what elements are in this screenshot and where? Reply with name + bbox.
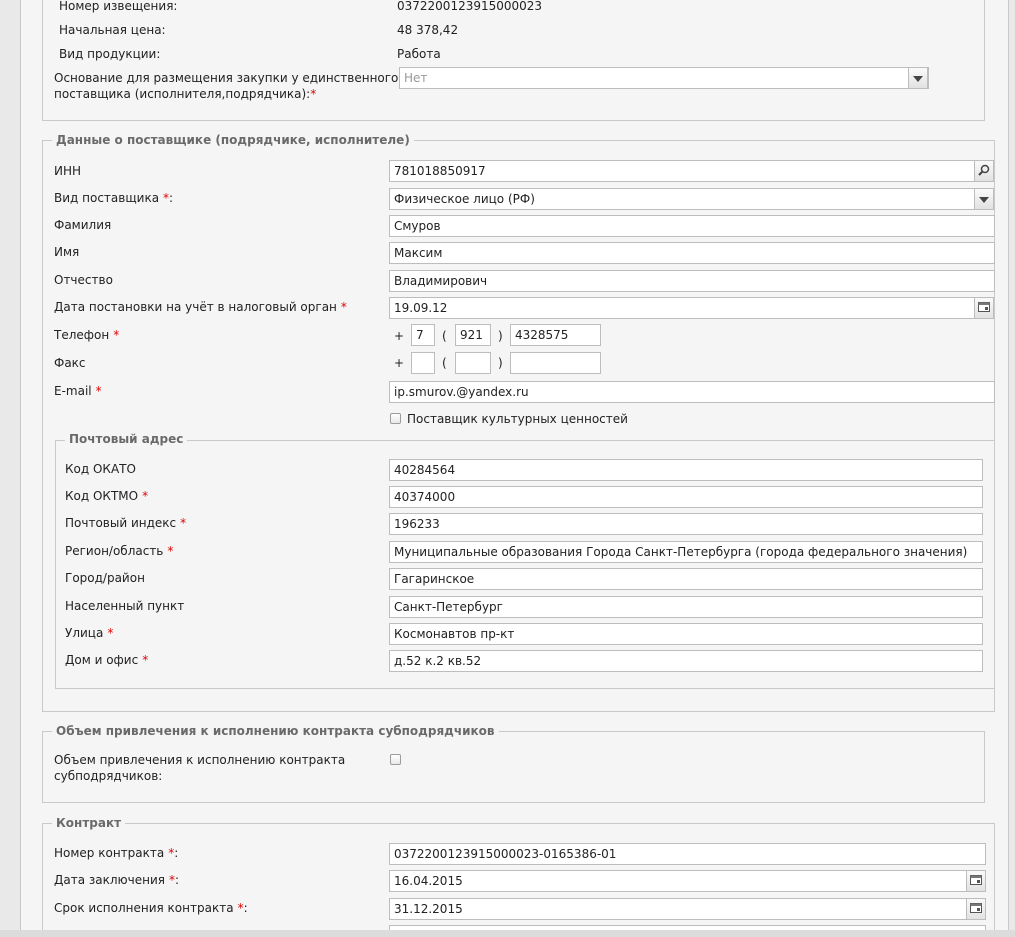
search-icon — [978, 164, 990, 179]
phone-plus: + — [394, 329, 405, 343]
contract-number-input[interactable]: 0372200123915000023-0165386-01 — [389, 843, 986, 865]
form-page — [20, 0, 1009, 930]
fax-number-input[interactable] — [510, 352, 601, 374]
phone-label: Телефон * — [54, 328, 120, 342]
start-price-value: 48 378,42 — [397, 23, 459, 37]
contract-date-label: Дата заключения *: — [54, 873, 180, 887]
house-input[interactable]: д.52 к.2 кв.52 — [389, 650, 983, 672]
phone-number-input[interactable]: 4328575 — [510, 324, 601, 346]
oktmo-input[interactable]: 40374000 — [389, 486, 983, 508]
basis-label-line1: Основание для размещения закупки у единственного — [54, 71, 399, 85]
supplier-type-select[interactable]: Физическое лицо (РФ) — [389, 188, 976, 210]
name-input[interactable]: Максим — [389, 242, 995, 264]
phone-country-input[interactable]: 7 — [411, 324, 435, 346]
contract-number-label: Номер контракта *: — [54, 846, 179, 860]
contract-term-label: Срок исполнения контракта *: — [54, 901, 248, 915]
horizontal-scrollbar[interactable] — [0, 930, 1015, 937]
tax-date-calendar-button[interactable] — [974, 297, 994, 319]
subcontractors-label-line1: Объем привлечения к исполнению контракта — [54, 753, 346, 767]
fax-code-input[interactable] — [455, 352, 491, 374]
phone-paren-close: ) — [498, 329, 503, 343]
contract-date-input[interactable]: 16.04.2015 — [389, 870, 968, 892]
tax-date-input[interactable]: 19.09.12 — [389, 297, 976, 319]
inn-label: ИНН — [54, 164, 82, 178]
surname-label: Фамилия — [54, 218, 112, 232]
address-legend: Почтовый адрес — [65, 432, 187, 446]
locality-input[interactable]: Санкт-Петербург — [389, 596, 983, 618]
basis-label-line2: поставщика (исполнителя,подрядчика):* — [54, 87, 317, 101]
subcontractors-legend: Объем привлечения к исполнению контракта субподрядчиков — [52, 724, 499, 738]
surname-input[interactable]: Смуров — [389, 215, 995, 237]
subcontractors-label-line2: субподрядчиков: — [54, 769, 163, 783]
contract-date-calendar-button[interactable] — [966, 870, 986, 892]
basis-select-value: Нет — [404, 71, 428, 85]
tax-date-label: Дата постановки на учёт в налоговый орган * — [54, 300, 347, 314]
basis-select[interactable] — [399, 67, 929, 89]
product-type-label: Вид продукции: — [59, 47, 161, 61]
street-label: Улица * — [65, 626, 114, 640]
subcontractors-checkbox[interactable] — [390, 754, 401, 765]
notice-number-value: 0372200123915000023 — [397, 0, 543, 13]
fax-paren-close: ) — [498, 356, 503, 370]
inn-search-button[interactable] — [974, 160, 994, 182]
fax-plus: + — [394, 356, 405, 370]
oktmo-label: Код ОКТМО * — [65, 489, 149, 503]
fax-country-input[interactable] — [411, 352, 435, 374]
chevron-down-icon — [913, 71, 923, 85]
product-type-value: Работа — [397, 47, 441, 61]
cultural-values-checkbox[interactable] — [390, 413, 401, 424]
region-input[interactable]: Муниципальные образования Города Санкт-Петербурга (города федерального значения) — [389, 541, 983, 563]
phone-code-input[interactable]: 921 — [455, 324, 491, 346]
name-label: Имя — [54, 245, 80, 259]
start-price-label: Начальная цена: — [59, 23, 166, 37]
patronymic-label: Отчество — [54, 273, 113, 287]
contract-legend: Контракт — [52, 816, 125, 830]
calendar-icon — [970, 874, 982, 888]
chevron-down-icon — [979, 192, 989, 206]
okato-input[interactable]: 40284564 — [389, 459, 983, 481]
postal-index-input[interactable]: 196233 — [389, 513, 983, 535]
street-input[interactable]: Космонавтов пр-кт — [389, 623, 983, 645]
calendar-icon — [970, 902, 982, 916]
postal-index-label: Почтовый индекс * — [65, 516, 187, 530]
fax-paren-open: ( — [442, 356, 447, 370]
contract-term-input[interactable]: 31.12.2015 — [389, 898, 968, 920]
notice-number-label: Номер извещения: — [59, 0, 178, 13]
basis-select-dropdown-button[interactable] — [908, 67, 928, 89]
email-input[interactable]: ip.smurov.@yandex.ru — [389, 381, 995, 403]
house-label: Дом и офис * — [65, 653, 149, 667]
phone-paren-open: ( — [442, 329, 447, 343]
notice-fieldset — [42, 0, 985, 121]
supplier-legend: Данные о поставщике (подрядчике, исполнителе) — [52, 133, 414, 147]
region-label: Регион/область * — [65, 544, 174, 558]
city-label: Город/район — [65, 571, 145, 585]
inn-input[interactable]: 781018850917 — [389, 160, 976, 182]
supplier-type-dropdown-button[interactable] — [974, 188, 994, 210]
locality-label: Населенный пункт — [65, 599, 185, 613]
city-input[interactable]: Гагаринское — [389, 568, 983, 590]
calendar-icon — [978, 301, 990, 315]
cultural-values-label: Поставщик культурных ценностей — [407, 412, 628, 426]
contract-term-calendar-button[interactable] — [966, 898, 986, 920]
email-label: E-mail * — [54, 384, 102, 398]
supplier-type-label: Вид поставщика *: — [54, 191, 174, 205]
okato-label: Код ОКАТО — [65, 462, 136, 476]
fax-label: Факс — [54, 356, 86, 370]
patronymic-input[interactable]: Владимирович — [389, 270, 995, 292]
